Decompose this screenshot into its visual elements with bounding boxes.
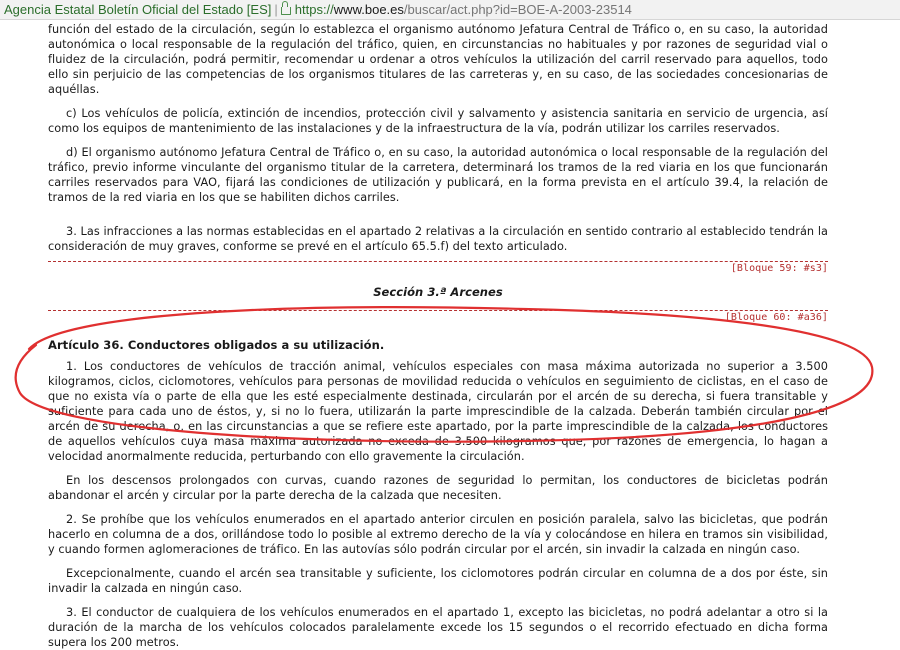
paragraph-3: 3. Las infracciones a las normas establecidas en el apartado 2 relativas a la circulación en sentido contrario al establecido tendrán la consideración de muy graves, conforme se prevé en el artículo 65.5.f) del texto articulado. — [48, 225, 828, 253]
article-paragraph-4: Excepcionalmente, cuando el arcén sea transitable y suficiente, los ciclomotores podrán circular en columna de a dos por éste, sin invadir la calzada en ningún caso. — [48, 567, 828, 595]
paragraph-c: c) Los vehículos de policía, extinción de incendios, protección civil y salvamento y asistencia sanitaria en servicio de urgencia, así como los equipos de mantenimiento de las instalaciones y de la infraestructura de la vía, podrán utilizar los carriles reservados. — [48, 107, 828, 135]
address-bar[interactable] — [0, 0, 900, 20]
article-paragraph-5: 3. El conductor de cualquiera de los vehículos enumerados en el apartado 1, excepto las bicicletas, no podrá adelantar a otro si la duración de la marcha de los vehículos colocados paralelamente excede los 15 segundos o el recorrido efectuado en dicha forma supera los 200 metros. — [48, 606, 828, 649]
lock-icon[interactable] — [281, 7, 291, 15]
block-divider — [48, 310, 828, 311]
block-link-60[interactable]: [Bloque 60: #a36] — [724, 312, 828, 323]
section-title: Sección 3.ª Arcenes — [373, 285, 503, 299]
article-title: Artículo 36. Conductores obligados a su utilización. — [48, 338, 385, 352]
address-separator: | — [274, 2, 278, 17]
url-scheme[interactable]: https:// — [294, 2, 334, 17]
document-body — [48, 22, 828, 650]
article-paragraph-1: 1. Los conductores de vehículos de tracción animal, vehículos especiales con masa máxima autorizada no superior a 3.500 kilogramos, ciclos, ciclomotores, vehículos para personas de movilidad reducida o vehículos en seguimiento de ciclistas, en el caso de que no exista vía o parte de ella que les esté especialmente destinada, circularán por el arcén de su derecha, si fuera transitable y suficiente para cada uno de éstos, y, si no lo fuera, utilizarán la parte imprescindible de la calzada. Deberán también circular por el arcén de su derecha, o, en las circunstancias a que se refiere este apartado, por la parte imprescindible de la calzada, los conductores de aquellos vehículos cuya masa máxima autorizada no exceda de 3.500 kilogramos que, por razones de emergencia, lo hagan a velocidad anormalmente reducida, perturbando con ello gravemente la circulación. — [48, 360, 828, 463]
article-paragraph-2: En los descensos prolongados con curvas, cuando razones de seguridad lo permitan, los conductores de bicicletas podrán abandonar el arcén y circular por la parte derecha de la calzada que necesiten. — [48, 474, 828, 502]
block-divider — [48, 261, 828, 262]
article-paragraph-3: 2. Se prohíbe que los vehículos enumerados en el apartado anterior circulen en posición paralela, salvo las bicicletas, que podrán hacerlo en columna de a dos, orillándose todo lo posible al extremo derecho de la vía y colocándose en hilera en tramos sin visibilidad, y cuando formen aglomeraciones de tráfico. En las autovías sólo podrán circular por el arcén, sin invadir la calzada en ningún caso. — [48, 513, 828, 556]
site-identity[interactable]: Agencia Estatal Boletín Oficial del Estado [ES] — [4, 2, 272, 17]
paragraph-continued: función del estado de la circulación, según lo establezca el organismo autónomo Jefatura Central de Tráfico o, en su caso, la autoridad autonómica o local responsable de la regulación del tráfico, quien, en circunstancias no habituales y por razones de seguridad vial o fluidez de la circulación, podrá permitir, recomendar u ordenar a otros vehículos la utilización del carril reservado para aquellos, todo ello sin perjuicio de las competencias de los organismos titulares de las carreteras y, en su caso, de las sociedades concesionarias de aquéllas. — [48, 23, 828, 96]
block-link-59[interactable]: [Bloque 59: #s3] — [730, 263, 828, 274]
url-host[interactable]: www.boe.es — [333, 2, 404, 17]
url-path[interactable]: /buscar/act.php?id=BOE-A-2003-23514 — [403, 2, 632, 17]
paragraph-d: d) El organismo autónomo Jefatura Central de Tráfico o, en su caso, la autoridad autonómica o local responsable de la regulación del tráfico, previo informe vinculante del organismo titular de la carretera, determinará los tramos de la red viaria en los que funcionarán carriles reservados para VAO, fijará las condiciones de utilización y publicará, en la forma prevista en el artículo 39.4, la relación de tramos de la red viaria en los que se habiliten dichos carriles. — [48, 146, 828, 204]
